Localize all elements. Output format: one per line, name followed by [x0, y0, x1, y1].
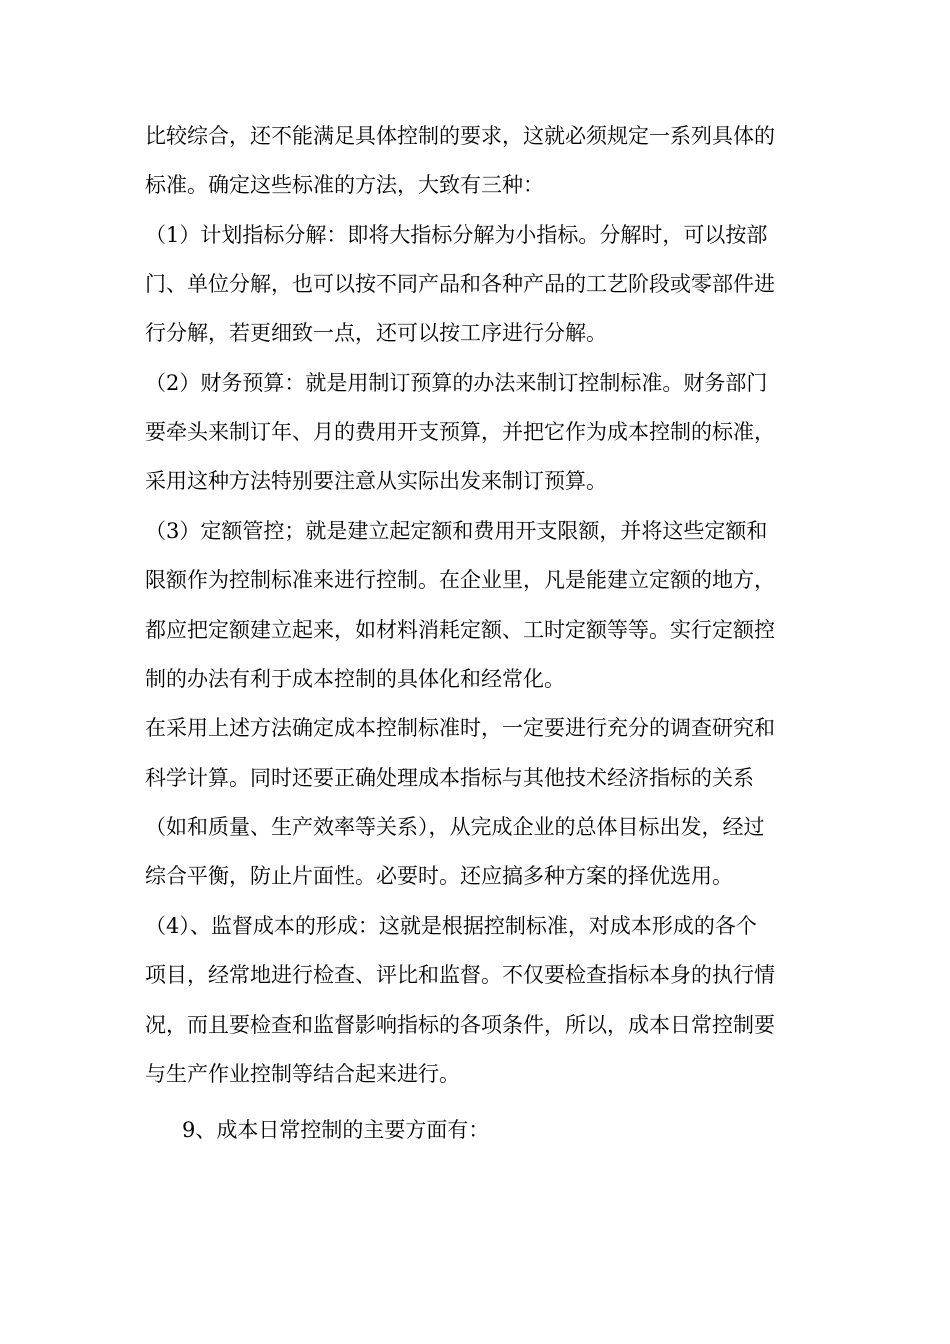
text-line: 行分解，若更细致一点，还可以按工序进行分解。 [145, 321, 607, 345]
text-line: 制的办法有利于成本控制的具体化和经常化。 [145, 667, 565, 691]
text-line: 限额作为控制标准来进行控制。在企业里，凡是能建立定额的地方， [145, 568, 775, 592]
text-line: 与生产作业控制等结合起来进行。 [145, 1062, 460, 1086]
text-line: 要牵头来制订年、月的费用开支预算，并把它作为成本控制的标准， [145, 420, 775, 444]
text-line: 门、单位分解，也可以按不同产品和各种产品的工艺阶段或零部件进 [145, 272, 775, 296]
text-line: （3）定额管控；就是建立起定额和费用开支限额，并将这些定额和 [145, 519, 768, 543]
section-heading: 9、成本日常控制的主要方面有： [182, 1118, 490, 1142]
text-line: 科学计算。同时还要正确处理成本指标与其他技术经济指标的关系 [145, 766, 754, 790]
text-line: 项目，经常地进行检查、评比和监督。不仅要检查指标本身的执行情 [145, 963, 775, 987]
text-line: 都应把定额建立起来，如材料消耗定额、工时定额等等。实行定额控 [145, 618, 775, 642]
text-line: 比较综合，还不能满足具体控制的要求，这就必须规定一系列具体的 [145, 124, 775, 148]
text-line: （1）计划指标分解：即将大指标分解为小指标。分解时，可以按部 [145, 223, 768, 247]
text-line: （2）财务预算：就是用制订预算的办法来制订控制标准。财务部门 [145, 371, 768, 395]
text-line: （4）、监督成本的形成：这就是根据控制标准，对成本形成的各个 [145, 914, 757, 938]
text-line: 况，而且要检查和监督影响指标的各项条件，所以，成本日常控制要 [145, 1013, 775, 1037]
text-line: 标准。确定这些标准的方法，大致有三种： [145, 173, 544, 197]
text-line: 综合平衡，防止片面性。必要时。还应搞多种方案的择优选用。 [145, 864, 733, 888]
text-line: （如和质量、生产效率等关系），从完成企业的总体目标出发，经过 [145, 815, 765, 839]
text-line: 采用这种方法特别要注意从实际出发来制订预算。 [145, 469, 607, 493]
text-line: 在采用上述方法确定成本控制标准时，一定要进行充分的调查研究和 [145, 716, 775, 740]
